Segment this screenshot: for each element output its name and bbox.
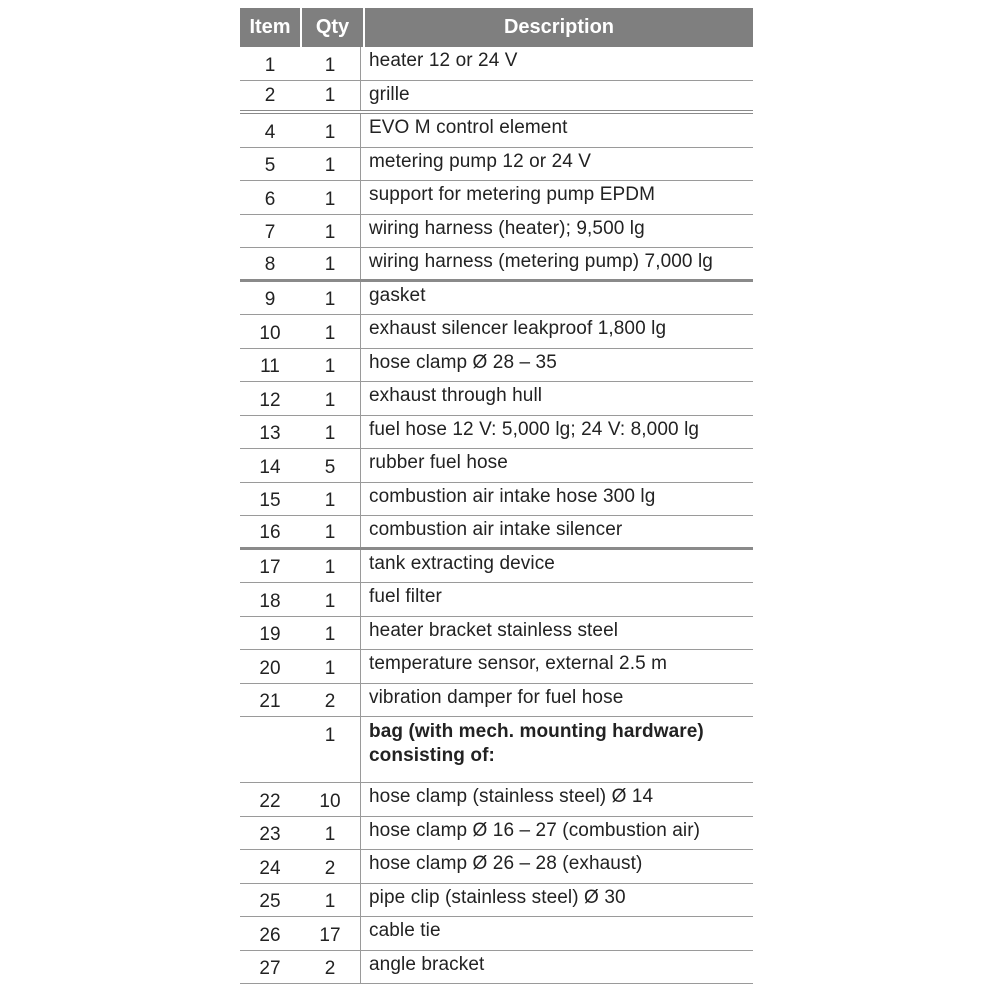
header-description: Description (503, 16, 615, 38)
table-row (240, 583, 753, 617)
qty-cell: 1 (300, 114, 361, 147)
table-row (240, 951, 753, 985)
item-cell: 15 (259, 490, 281, 511)
item-cell: 22 (259, 790, 281, 812)
table-row (240, 850, 753, 884)
table-header (240, 8, 753, 47)
item-cell: 13 (259, 423, 281, 444)
description-cell: hose clamp Ø 26 – 28 (exhaust) (369, 853, 643, 874)
qty-cell: 1 (300, 215, 361, 248)
table-row (240, 181, 753, 215)
table-row (240, 783, 753, 817)
qty-cell: 1 (300, 884, 361, 917)
qty-cell: 17 (300, 917, 361, 950)
description-cell: metering pump 12 or 24 V (369, 150, 592, 172)
qty-cell: 1 (300, 483, 361, 516)
description-cell: heater 12 or 24 V (369, 50, 518, 71)
description-cell (361, 717, 753, 782)
item-cell: 5 (264, 155, 276, 176)
table-row (240, 416, 753, 450)
description-cell: rubber fuel hose (369, 452, 508, 473)
description-cell: fuel hose 12 V: 5,000 lg; 24 V: 8,000 lg (369, 418, 700, 440)
description-cell: tank extracting device (369, 552, 555, 574)
description-cell: vibration damper for fuel hose (369, 686, 624, 708)
qty-cell: 1 (300, 315, 361, 348)
table-row (240, 349, 753, 383)
qty-cell: 2 (300, 951, 361, 984)
table-row (240, 550, 753, 584)
qty-cell: 1 (300, 617, 361, 650)
qty-cell: 1 (300, 248, 361, 279)
description-cell: combustion air intake hose 300 lg (369, 485, 656, 507)
header-item: Item (240, 8, 302, 47)
qty-cell: 2 (300, 850, 361, 883)
qty-cell: 1 (300, 516, 361, 547)
item-cell: 11 (260, 356, 280, 377)
qty-cell: 1 (300, 416, 361, 449)
group-subtitle: consisting of: (369, 745, 495, 766)
description-cell: pipe clip (stainless steel) Ø 30 (369, 886, 626, 908)
item-cell: 8 (264, 253, 276, 275)
description-cell: hose clamp Ø 28 – 35 (369, 351, 557, 373)
item-cell: 23 (259, 824, 281, 845)
item-cell: 2 (264, 85, 276, 106)
item-cell: 20 (259, 657, 281, 679)
item-cell: 12 (259, 389, 281, 411)
table-row-group-header (240, 717, 753, 783)
description-cell: support for metering pump EPDM (369, 184, 656, 205)
description-cell: cable tie (369, 920, 441, 941)
table-row (240, 282, 753, 316)
qty-cell: 1 (300, 81, 361, 111)
item-cell: 27 (259, 958, 281, 979)
qty-cell: 1 (300, 282, 361, 315)
table-row (240, 215, 753, 249)
item-cell: 25 (259, 891, 281, 912)
description-cell: grille (369, 83, 410, 105)
qty-cell: 10 (300, 783, 361, 816)
qty-cell: 1 (300, 583, 361, 616)
qty-cell: 1 (300, 550, 361, 583)
table-row (240, 617, 753, 651)
item-cell: 24 (259, 857, 281, 879)
qty-cell: 1 (300, 717, 361, 782)
qty-cell: 1 (300, 382, 361, 415)
description-cell: gasket (369, 284, 426, 306)
table-row (240, 148, 753, 182)
item-cell: 19 (259, 624, 281, 645)
description-cell: fuel filter (369, 586, 442, 607)
item-cell: 6 (264, 188, 276, 210)
group-title: bag (with mech. mounting hardware) (369, 721, 704, 742)
description-cell: exhaust through hull (369, 385, 543, 406)
item-cell: 7 (264, 222, 276, 243)
table-row (240, 449, 753, 483)
description-cell: temperature sensor, external 2.5 m (369, 653, 668, 674)
qty-cell: 1 (300, 181, 361, 214)
description-cell: combustion air intake silencer (369, 519, 623, 540)
item-cell: 10 (259, 322, 281, 344)
table-row (240, 917, 753, 951)
table-row (240, 884, 753, 918)
item-cell: 1 (264, 54, 276, 76)
qty-cell: 5 (300, 449, 361, 482)
item-cell: 4 (264, 121, 276, 143)
table-row (240, 248, 753, 282)
description-cell: wiring harness (metering pump) 7,000 lg (369, 251, 713, 272)
description-cell: hose clamp Ø 16 – 27 (combustion air) (369, 819, 701, 841)
table-row (240, 684, 753, 718)
table-row (240, 47, 753, 81)
item-cell: 9 (264, 289, 276, 310)
description-cell: wiring harness (heater); 9,500 lg (369, 217, 645, 239)
qty-cell: 1 (300, 817, 361, 850)
description-cell: hose clamp (stainless steel) Ø 14 (369, 786, 654, 807)
table-row (240, 817, 753, 851)
table-row (240, 315, 753, 349)
table-row (240, 81, 753, 115)
item-cell: 14 (259, 456, 281, 478)
description-cell: heater bracket stainless steel (369, 619, 619, 641)
description-cell: angle bracket (369, 953, 485, 975)
item-cell: 18 (259, 590, 281, 612)
table-row (240, 516, 753, 550)
description-cell: exhaust silencer leakproof 1,800 lg (369, 318, 667, 339)
qty-cell: 1 (300, 349, 361, 382)
item-cell: 17 (259, 557, 281, 578)
qty-cell: 2 (300, 684, 361, 717)
table-row (240, 483, 753, 517)
item-cell (240, 717, 300, 782)
qty-cell: 1 (300, 650, 361, 683)
qty-cell: 1 (300, 148, 361, 181)
table-row (240, 114, 753, 148)
qty-cell: 1 (300, 47, 361, 80)
item-cell: 26 (259, 924, 281, 946)
item-cell: 21 (259, 691, 281, 712)
item-cell: 16 (259, 521, 281, 543)
table-row (240, 650, 753, 684)
table-row (240, 382, 753, 416)
parts-list-table (240, 8, 753, 984)
description-cell: EVO M control element (369, 117, 568, 138)
header-qty: Qty (302, 8, 365, 47)
